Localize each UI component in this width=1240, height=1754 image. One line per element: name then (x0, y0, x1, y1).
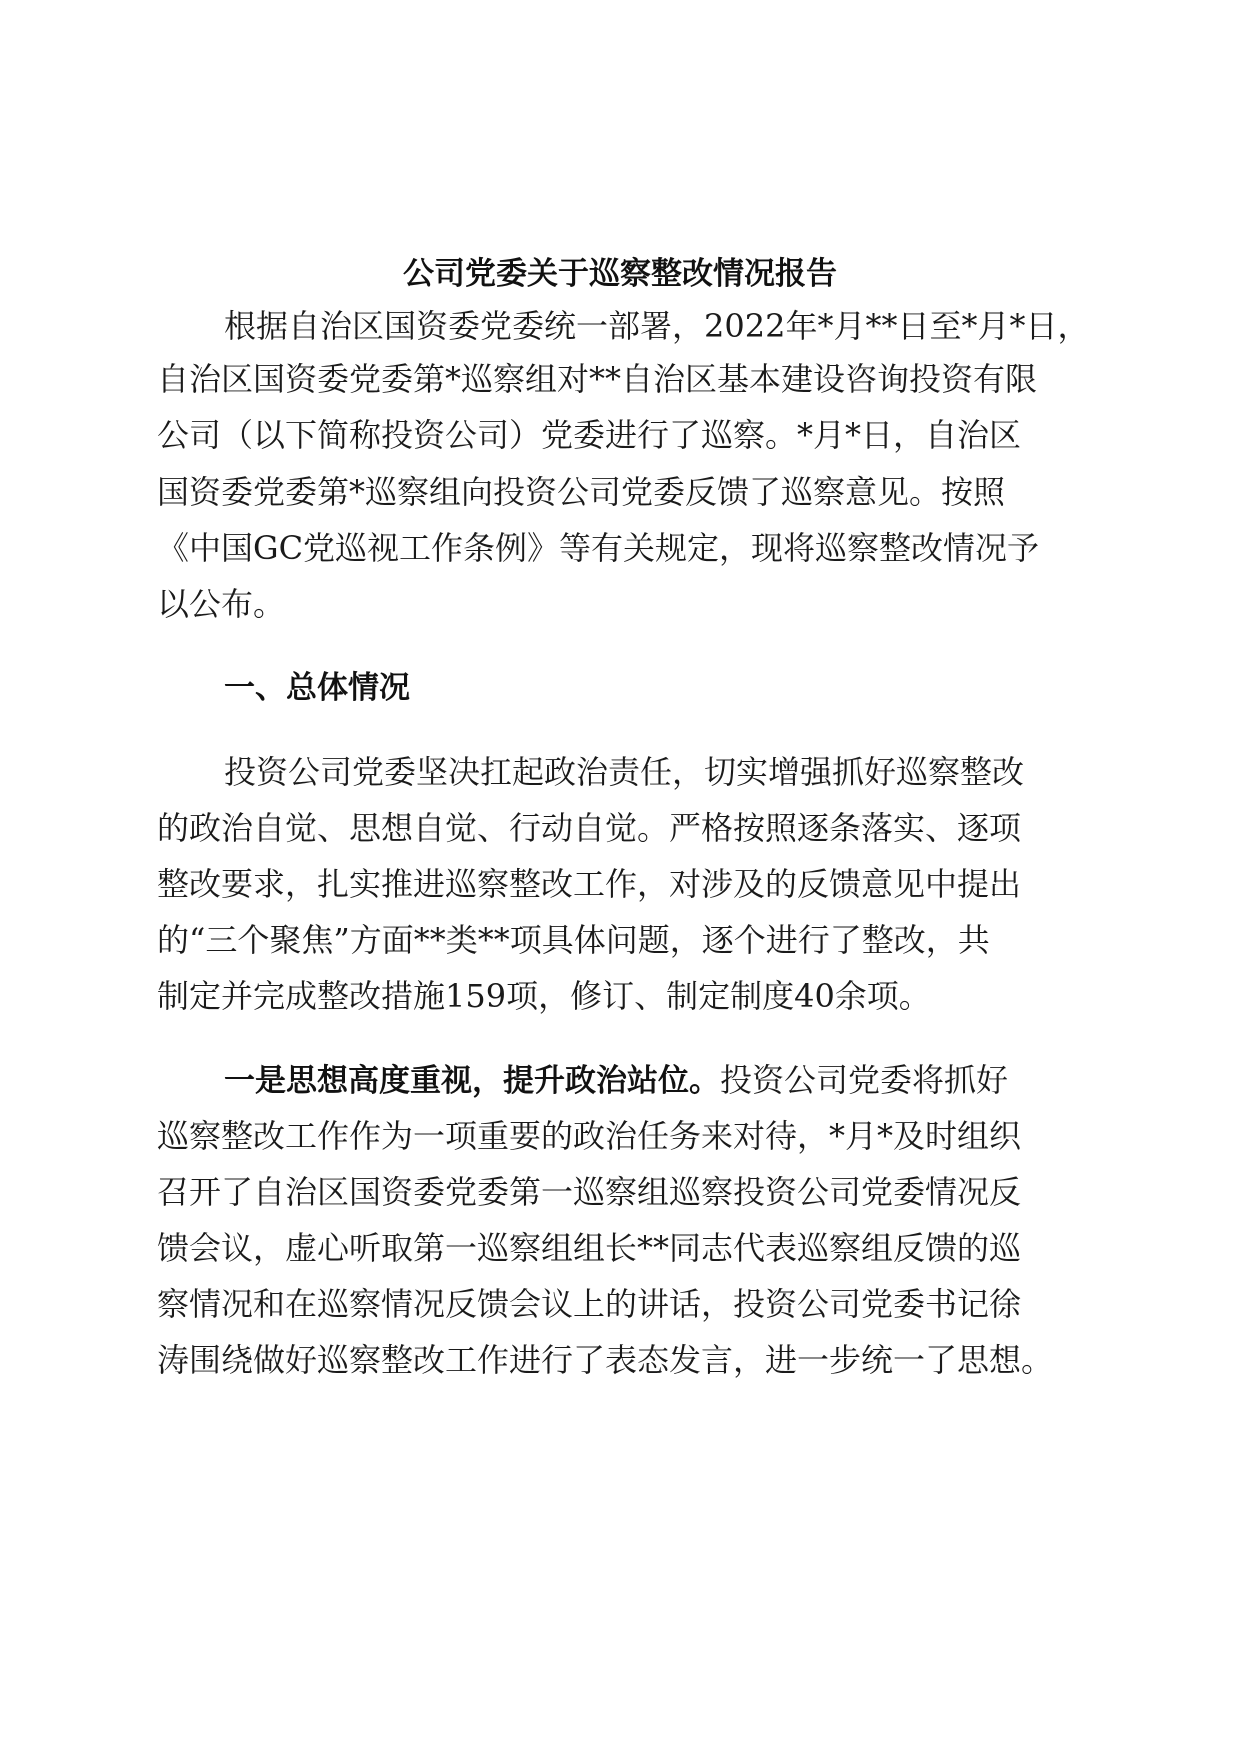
point-bold-lead: 一是思想高度重视，提升政治站位。 (224, 1063, 720, 1099)
point-first-line (224, 1058, 1008, 1103)
point-line: 召开了自治区国资委党委第一巡察组巡察投资公司党委情况反 (157, 1173, 1022, 1211)
section-line: 整改要求，扎实推进巡察整改工作，对涉及的反馈意见中提出 (157, 865, 1022, 903)
intro-line: 以公布。 (157, 585, 286, 623)
intro-line: 根据自治区国资委党委统一部署，2022年*月**日至*月*日， (224, 307, 1090, 345)
intro-line: 《中国GC党巡视工作条例》等有关规定，现将巡察整改情况予 (157, 529, 1040, 567)
point-line: 巡察整改工作作为一项重要的政治任务来对待，*月*及时组织 (157, 1117, 1022, 1155)
section-line: 投资公司党委坚决扛起政治责任，切实增强抓好巡察整改 (224, 753, 1025, 791)
point-line: 涛围绕做好巡察整改工作进行了表态发言，进一步统一了思想。 (157, 1341, 1054, 1379)
intro-line: 国资委党委第*巡察组向投资公司党委反馈了巡察意见。按照 (157, 473, 1006, 511)
point-line: 察情况和在巡察情况反馈会议上的讲话，投资公司党委书记徐 (157, 1285, 1022, 1323)
document-title: 公司党委关于巡察整改情况报告 (403, 256, 837, 292)
point-first-line-rest: 投资公司党委将抓好 (720, 1061, 1009, 1099)
section-line: 的政治自觉、思想自觉、行动自觉。严格按照逐条落实、逐项 (157, 809, 1022, 847)
section-heading: 一、总体情况 (224, 670, 410, 706)
section-line: 的“三个聚焦”方面**类**项具体问题，逐个进行了整改，共 (157, 921, 990, 959)
section-line: 制定并完成整改措施159项，修订、制定制度40余项。 (157, 977, 931, 1015)
intro-line: 公司（以下简称投资公司）党委进行了巡察。*月*日，自治区 (157, 416, 1022, 454)
point-line: 馈会议，虚心听取第一巡察组组长**同志代表巡察组反馈的巡 (157, 1229, 1022, 1267)
intro-line: 自治区国资委党委第*巡察组对**自治区基本建设咨询投资有限 (157, 360, 1038, 398)
